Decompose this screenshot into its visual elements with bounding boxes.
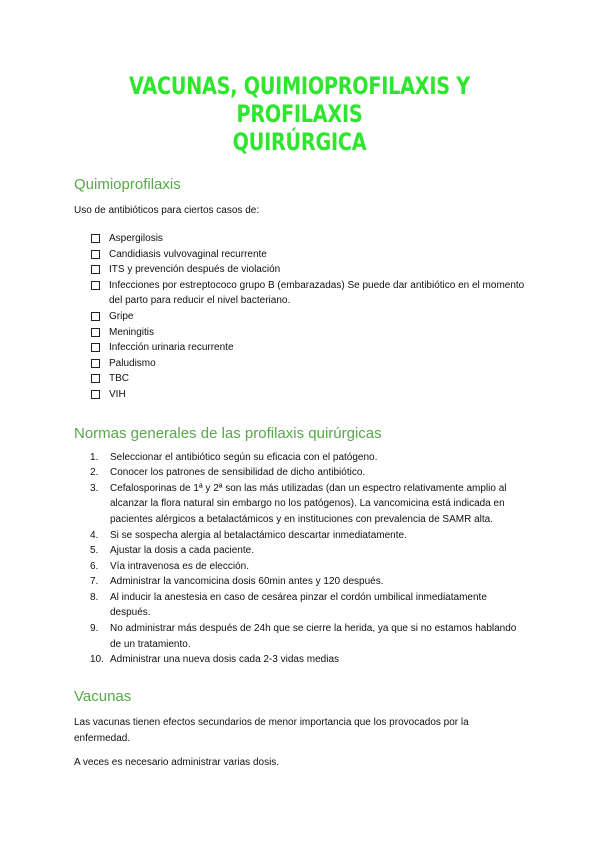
list-item-number: 4. <box>90 529 99 541</box>
list-item <box>90 481 525 528</box>
checkbox-icon <box>91 359 100 368</box>
checkbox-icon <box>91 265 100 274</box>
list-item <box>90 543 525 559</box>
heading-normas: Normas generales de las profilaxis quirúrgicas <box>74 424 382 442</box>
list-item <box>91 356 525 372</box>
list-item <box>91 278 525 309</box>
list-item-text: Al inducir la anestesia en caso de cesárea pinzar el cordón umbilical inmediatamente después. <box>110 591 487 619</box>
list-item-text: Meningitis <box>109 326 155 338</box>
list-item-text: Cefalosporinas de 1ª y 2ª son las más utilizadas (dan un espectro relativamente amplio al alcanzar la flora natural sin embargo no los patógenos). La vancomicina está indicada en pacientes alérgicos a betalactámicos y en instituciones con prevalencia de SAMR alta. <box>110 482 507 525</box>
list-item-text: Administrar una nueva dosis cada 2-3 vidas medias <box>110 654 340 666</box>
checkbox-icon <box>91 374 100 383</box>
checkbox-icon <box>91 281 100 290</box>
list-item-number: 3. <box>90 482 99 494</box>
list-item-number: 8. <box>90 591 99 603</box>
checkbox-icon <box>91 328 100 337</box>
normas-list <box>74 450 525 668</box>
list-item-text: VIH <box>109 388 126 400</box>
vacunas-paragraph: A veces es necesario administrar varias dosis. <box>74 756 280 768</box>
list-item-text: Vía intravenosa es de elección. <box>110 560 249 572</box>
section-normas <box>74 425 525 668</box>
quimioprofilaxis-intro: Uso de antibióticos para ciertos casos de: <box>74 205 260 216</box>
list-item-text: Infecciones por estreptococo grupo B (embarazadas) Se puede dar antibiótico en el momento del parto para reducir el nivel bacteriano. <box>109 279 525 307</box>
list-item <box>91 247 525 263</box>
list-item <box>90 450 525 466</box>
title-line-1: VACUNAS, QUIMIOPROFILAXIS Y PROFILAXIS <box>129 72 470 128</box>
list-item <box>90 528 525 544</box>
list-item <box>90 559 525 575</box>
list-item-number: 2. <box>90 467 99 479</box>
heading-quimioprofilaxis: Quimioprofilaxis <box>74 176 181 193</box>
list-item-number: 10. <box>90 654 104 666</box>
list-item <box>91 387 525 403</box>
checkbox-icon <box>91 234 100 243</box>
list-item-number: 6. <box>90 560 99 572</box>
list-item-text: Ajustar la dosis a cada paciente. <box>110 545 254 557</box>
list-item-text: Paludismo <box>109 357 156 369</box>
list-item <box>90 652 525 668</box>
list-item-text: Infección urinaria recurrente <box>109 342 234 354</box>
list-item <box>90 465 525 481</box>
list-item-number: 1. <box>90 451 99 463</box>
list-item-text: Seleccionar el antibiótico según su eficacia con el patógeno. <box>110 451 378 463</box>
list-item-text: Candidiasis vulvovaginal recurrente <box>109 248 267 260</box>
title-line-2: QUIRÚRGICA <box>232 128 367 156</box>
list-item-number: 9. <box>90 623 99 635</box>
list-item <box>91 231 525 247</box>
document-title <box>119 72 480 156</box>
list-item <box>90 621 525 652</box>
list-item <box>91 340 525 356</box>
vacunas-paragraph: Las vacunas tienen efectos secundarios de menor importancia que los provocados por la enfermedad. <box>74 716 469 744</box>
list-item-text: Administrar la vancomicina dosis 60min antes y 120 después. <box>110 576 384 588</box>
checkbox-icon <box>91 343 100 352</box>
checkbox-icon <box>91 312 100 321</box>
checkbox-icon <box>91 250 100 259</box>
quimioprofilaxis-list <box>74 231 525 403</box>
list-item <box>90 590 525 621</box>
section-vacunas <box>74 688 525 771</box>
list-item-number: 7. <box>90 576 99 588</box>
list-item <box>91 371 525 387</box>
checkbox-icon <box>91 390 100 399</box>
list-item <box>91 309 525 325</box>
list-item <box>90 574 525 590</box>
list-item <box>91 262 525 278</box>
list-item-text: Si se sospecha alergia al betalactámico descartar inmediatamente. <box>110 529 407 541</box>
list-item-number: 5. <box>90 545 99 557</box>
list-item-text: ITS y prevención después de violación <box>109 264 281 276</box>
list-item-text: Gripe <box>109 310 134 322</box>
list-item-text: No administrar más después de 24h que se cierre la herida, ya que si no estamos hablando de un tratamiento. <box>110 623 517 650</box>
heading-vacunas: Vacunas <box>74 687 132 705</box>
list-item-text: TBC <box>109 373 129 385</box>
list-item-text: Aspergilosis <box>109 233 163 244</box>
list-item-text: Conocer los patrones de sensibilidad de dicho antibiótico. <box>110 467 366 479</box>
section-quimioprofilaxis <box>74 176 525 403</box>
list-item <box>91 325 525 341</box>
